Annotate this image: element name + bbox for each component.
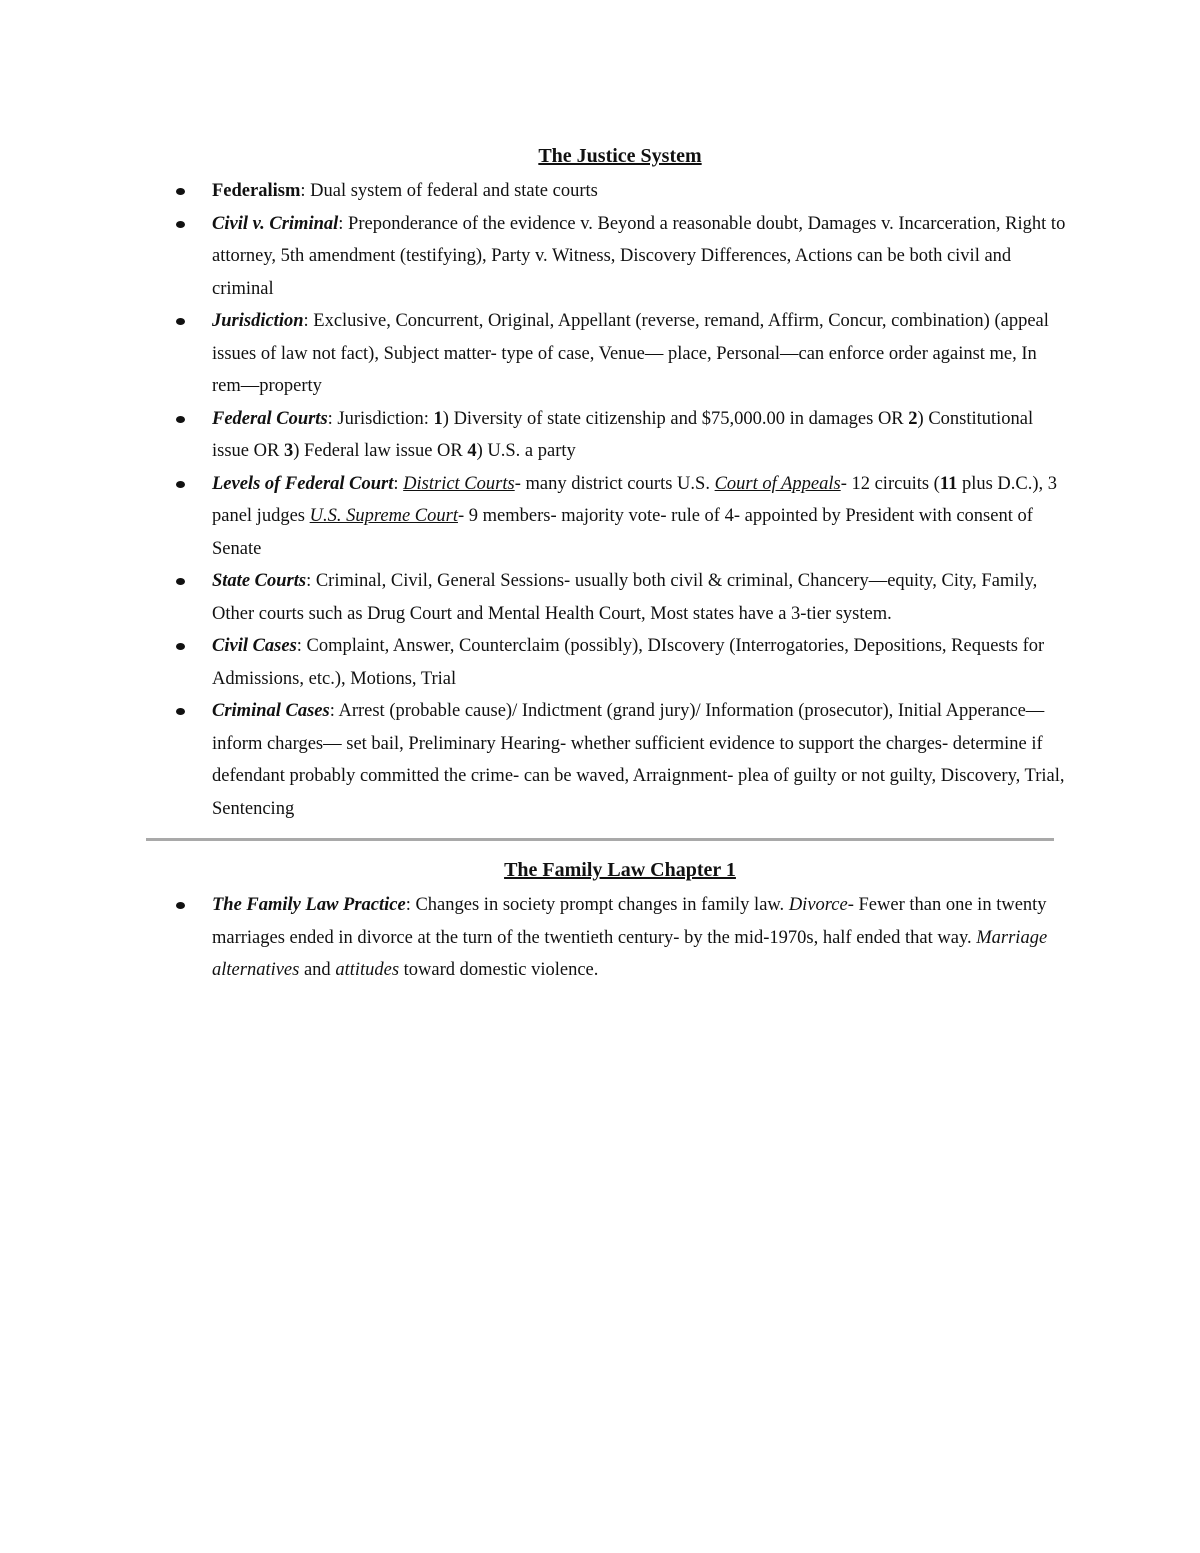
- underlined-term: Court of Appeals: [714, 473, 841, 494]
- bullet-icon: [176, 416, 185, 423]
- item-text: and: [299, 960, 336, 980]
- item-term: Civil v. Criminal: [212, 213, 339, 234]
- list-item: [170, 695, 1070, 825]
- item-term: The Family Law Practice: [212, 895, 406, 915]
- bullet-icon: [176, 708, 185, 715]
- item-text: : Dual system of federal and state courts: [300, 181, 598, 201]
- item-text: ) Diversity of state citizenship and $75,000.00 in damages OR: [442, 408, 909, 429]
- item-text: - 9 members- majority vote- rule of 4- appointed by President with consent of Senate: [212, 506, 1033, 559]
- item-term: Federal Courts: [212, 408, 328, 429]
- item-term: Civil Cases: [212, 636, 297, 656]
- horizontal-divider: [146, 838, 1054, 841]
- bullet-icon: [176, 643, 185, 650]
- item-text: ) Federal law issue OR: [293, 441, 468, 461]
- item-number: 4: [467, 441, 477, 461]
- bullet-icon: [176, 221, 185, 228]
- item-number: 2: [908, 408, 918, 429]
- list-item: [170, 403, 1070, 468]
- item-term: Federalism: [212, 181, 301, 201]
- item-number: 3: [283, 441, 294, 461]
- item-text: : Complaint, Answer, Counterclaim (possibly), DIscovery (Interrogatories, Depositions, Requests for Admissions, etc.), Motions, Trial: [212, 636, 1045, 689]
- item-text: - many district courts U.S.: [514, 473, 715, 494]
- item-number: 11: [939, 473, 958, 494]
- item-text: : Criminal, Civil, General Sessions- usually both civil & criminal, Chancery—equity, City, Family, Other courts such as Drug Court and Mental Health Court, Most states have a 3-tier system.: [212, 571, 1038, 624]
- item-text: - 12 circuits (: [840, 473, 940, 494]
- item-text: : Arrest (probable cause)/ Indictment (grand jury)/ Information (prosecutor), Initial Apperance—inform charges— set bail, Preliminary Hearing- whether sufficient evidence to support the charges- determine if defendant probably committed the crime- can be waved, Arraignment- plea of guilty or not guilty, Discovery, Trial, Sentencing: [212, 701, 1065, 819]
- section-title: The Justice System: [538, 145, 702, 167]
- item-text: ) Constitutional issue OR: [212, 408, 1034, 461]
- item-text: : Changes in society prompt changes in family law.: [405, 895, 789, 915]
- list-item: [170, 565, 1070, 630]
- item-text: ) U.S. a party: [476, 441, 576, 461]
- justice-system-section: [170, 143, 1070, 825]
- bullet-icon: [176, 902, 185, 909]
- underlined-term: U.S. Supreme Court: [309, 506, 458, 526]
- item-term: Levels of Federal Court: [212, 473, 394, 494]
- list-item: [170, 630, 1070, 695]
- item-term: State Courts: [212, 571, 307, 591]
- item-text: - Fewer than one in twenty marriages ended in divorce at the turn of the twentieth century- by the mid-1970s, half ended that way.: [212, 895, 1047, 948]
- family-law-list: [170, 889, 1070, 987]
- bullet-icon: [176, 578, 185, 585]
- italic-term: Divorce: [788, 895, 848, 915]
- item-term: Jurisdiction: [212, 311, 304, 331]
- list-item: [170, 305, 1070, 403]
- item-text: : Exclusive, Concurrent, Original, Appellant (reverse, remand, Affirm, Concur, combination) (appeal issues of law not fact), Subject matter- type of case, Venue— place, Personal—can enforce order against me, In rem—property: [212, 311, 1049, 396]
- item-text: : Jurisdiction:: [327, 408, 434, 429]
- italic-term: Marriage alternatives: [212, 927, 1048, 980]
- item-number: 1: [433, 408, 443, 429]
- list-item: [170, 208, 1070, 306]
- item-text: plus D.C.), 3 panel judges: [212, 473, 1058, 526]
- item-text: :: [393, 473, 404, 494]
- italic-term: attitudes: [335, 960, 400, 980]
- bullet-icon: [176, 481, 185, 488]
- list-item: [170, 889, 1070, 987]
- bullet-icon: [176, 188, 185, 195]
- bullet-icon: [176, 318, 185, 325]
- justice-system-list: [170, 175, 1070, 825]
- list-item: [170, 468, 1070, 566]
- section-title: The Family Law Chapter 1: [504, 859, 736, 881]
- item-text: : Preponderance of the evidence v. Beyond a reasonable doubt, Damages v. Incarceration, Right to attorney, 5th amendment (testifying), Party v. Witness, Discovery Differences, Actions can be both civil and criminal: [212, 213, 1066, 299]
- item-text: toward domestic violence.: [399, 960, 599, 980]
- family-law-section: [170, 857, 1070, 987]
- underlined-term: District Courts: [403, 473, 515, 494]
- item-term: Criminal Cases: [212, 701, 330, 721]
- list-item: [170, 175, 1070, 208]
